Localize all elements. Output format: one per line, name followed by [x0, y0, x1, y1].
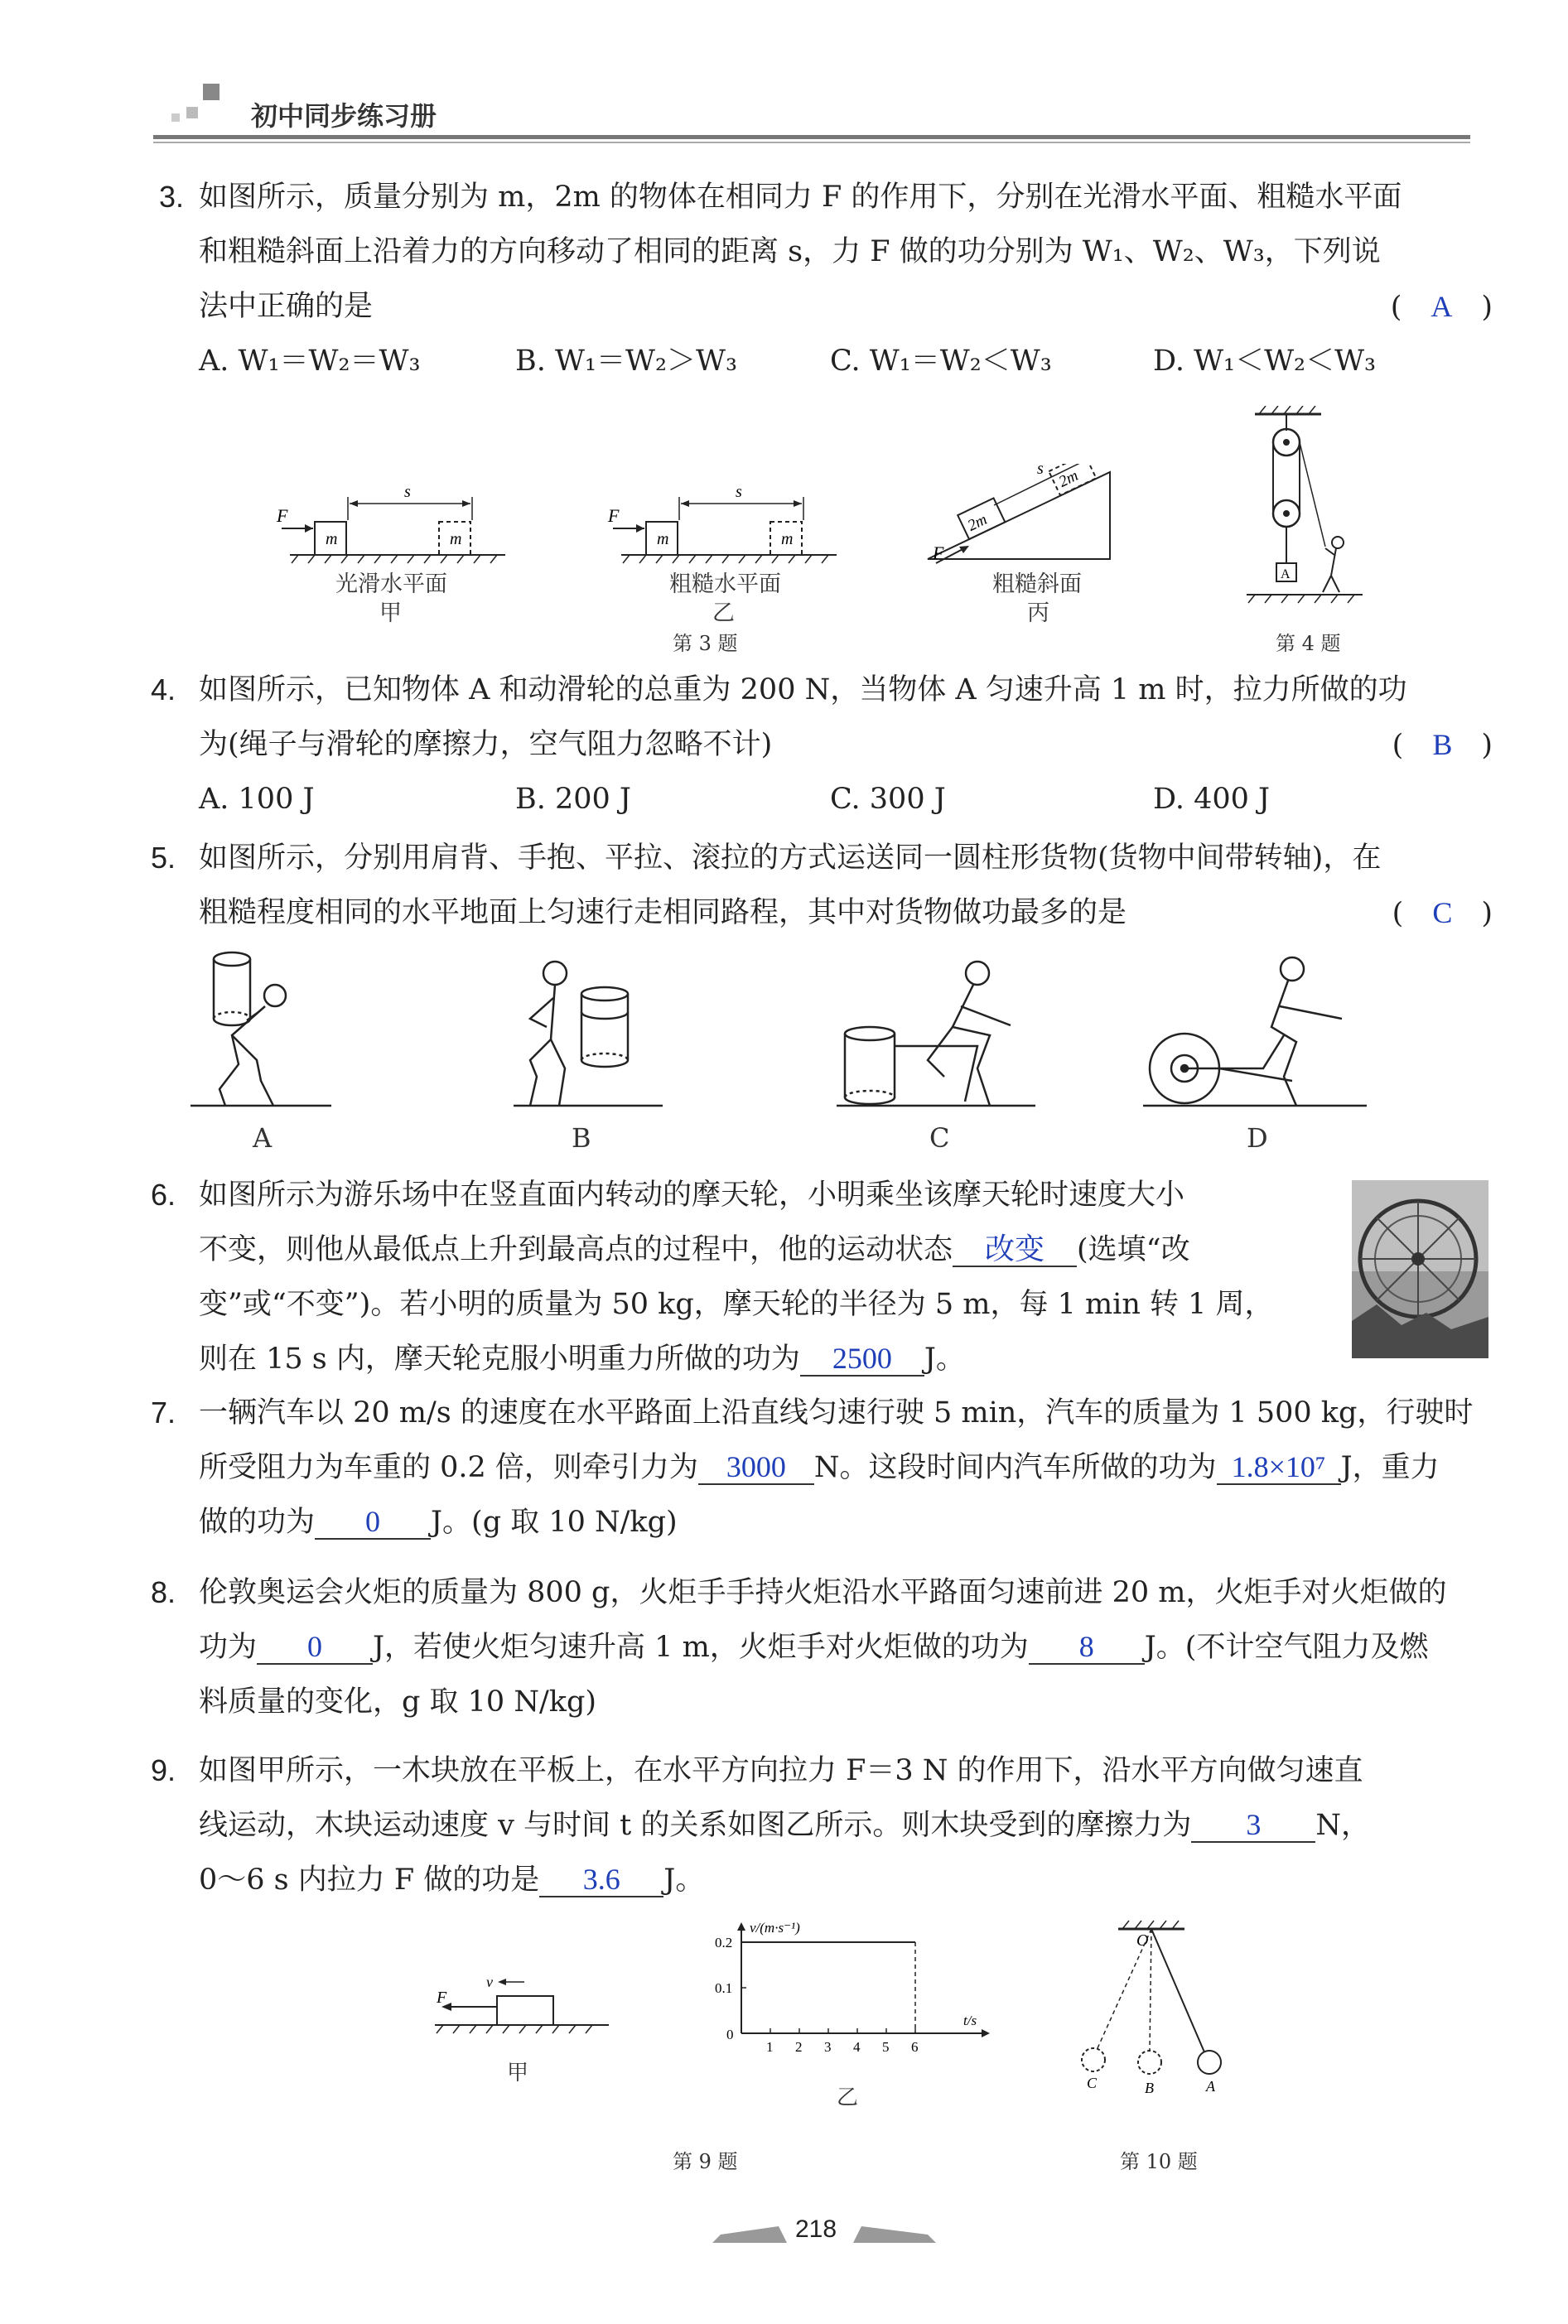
question-text: 如图所示，已知物体 A 和动滑轮的总重为 200 N，当物体 A 匀速升高 1 m 时，拉力所做的功 — [199, 673, 1407, 706]
fig-label: D — [1247, 1122, 1268, 1154]
answer-blank: 2500 — [800, 1338, 924, 1377]
x-tick-label: 3 — [824, 2039, 832, 2055]
figure-caption: 第 9 题 — [673, 2150, 738, 2173]
svg-text:s: s — [1037, 464, 1044, 478]
figure-caption: 第 4 题 — [1276, 632, 1341, 655]
svg-text:m: m — [781, 530, 794, 548]
x-axis-arrow-icon — [982, 2029, 990, 2037]
question-text: J。 — [663, 1864, 705, 1897]
svg-text:m: m — [326, 530, 338, 548]
svg-text:2m: 2m — [1056, 466, 1082, 491]
question-text: 和粗糙斜面上沿着力的方向移动了相同的距离 s，力 F 做的功分别为 W₁、W₂、W₃，下列说 — [199, 235, 1381, 268]
y-axis-arrow-icon — [737, 1922, 745, 1931]
question-text: 如图所示为游乐场中在竖直面内转动的摩天轮，小明乘坐该摩天轮时速度大小 — [199, 1179, 1185, 1212]
x-tick-label: 1 — [766, 2039, 774, 2055]
svg-text:F: F — [277, 505, 288, 526]
y-tick-label: 0.2 — [715, 1935, 733, 1950]
question-text: 0～6 s 内拉力 F 做的功是 — [199, 1864, 540, 1897]
svg-text:v: v — [486, 1975, 493, 1990]
answer-blank: 3 — [1191, 1805, 1315, 1843]
point-label: C — [1087, 2075, 1098, 2091]
question-text: 如图甲所示，一木块放在平板上，在水平方向拉力 F＝3 N 的作用下，沿水平方向做匀速直 — [199, 1754, 1363, 1787]
question-3 — [159, 170, 1493, 388]
option-c: C. W₁＝W₂＜W₃ — [830, 345, 1052, 378]
svg-text:m: m — [657, 530, 669, 548]
page-header — [153, 79, 1470, 145]
fig-label: 丙 — [1027, 600, 1049, 626]
x-axis-label: t/s — [963, 2013, 977, 2028]
option-b: B. 200 J — [515, 783, 631, 816]
question-8 — [151, 1565, 1493, 1729]
option-a: A. 100 J — [199, 783, 315, 816]
svg-text:m: m — [450, 530, 462, 548]
question-number: 7. — [151, 1396, 176, 1430]
question-text: 如图所示，分别用肩背、手抱、平拉、滚拉的方式运送同一圆柱形货物(货物中间带转轴)，在 — [199, 841, 1382, 875]
header-rule — [153, 135, 1470, 139]
options — [159, 772, 1493, 827]
figure-roll-drag — [1143, 957, 1367, 1106]
answer-paren: ( A ) — [1390, 290, 1493, 324]
question-number: 5. — [151, 841, 176, 875]
option-c: C. 300 J — [830, 783, 946, 816]
svg-text:F: F — [608, 505, 620, 526]
question-number: 8. — [151, 1575, 176, 1609]
question-text: J，重力 — [1340, 1451, 1440, 1484]
answer-blank: 8 — [1029, 1627, 1145, 1665]
x-tick-label: 5 — [882, 2039, 890, 2055]
page-number: 218 — [795, 2216, 837, 2243]
options — [159, 334, 1493, 388]
answer: B — [1432, 728, 1453, 761]
answer: C — [1432, 896, 1453, 929]
answer-blank: 0 — [315, 1502, 431, 1540]
question-number: 6. — [151, 1178, 176, 1212]
option-b: B. W₁＝W₂＞W₃ — [515, 345, 737, 378]
velocity-time-chart — [700, 1909, 998, 2066]
y-axis-label: v/(m·s⁻¹) — [750, 1920, 800, 1936]
question-text: 则在 15 s 内，摩天轮克服小明重力所做的功为 — [199, 1343, 800, 1376]
figure-shoulder-carry — [191, 952, 331, 1106]
question-number: 9. — [151, 1753, 176, 1787]
figure-caption: 第 10 题 — [1120, 2150, 1198, 2173]
svg-text:F: F — [933, 542, 944, 563]
question-text: 为(绳子与滑轮的摩擦力，空气阻力忽略不计) — [199, 728, 773, 761]
book-title: 初中同步练习册 — [251, 100, 437, 132]
q5-figures — [182, 944, 1392, 1118]
question-text: J，若使火炬匀速升高 1 m，火炬手对火炬做的功为 — [373, 1631, 1029, 1664]
question-text: 功为 — [199, 1631, 258, 1664]
question-text: N。这段时间内汽车所做的功为 — [813, 1451, 1217, 1484]
point-label: O — [1136, 1931, 1149, 1950]
question-number: 3. — [159, 180, 185, 214]
figure-hug-carry — [514, 962, 663, 1106]
question-text: 粗糙程度相同的水平地面上匀速行走相同路程，其中对货物做功最多的是 — [199, 896, 1127, 929]
question-text: 料质量的变化，g 取 10 N/kg) — [199, 1685, 597, 1719]
q9-block-figure — [427, 1975, 617, 2050]
question-text: 不变，则他从最低点上升到最高点的过程中，他的运动状态 — [199, 1233, 953, 1266]
answer: A — [1430, 290, 1453, 323]
svg-text:s: s — [404, 483, 411, 501]
question-text: 法中正确的是 — [199, 290, 374, 323]
fig-label: 光滑水平面 — [335, 571, 447, 597]
question-text: J。(不计空气阻力及燃 — [1144, 1631, 1429, 1664]
question-text: 线运动，木块运动速度 v 与时间 t 的关系如图乙所示。则木块受到的摩擦力为 — [199, 1809, 1192, 1842]
question-text: N， — [1315, 1809, 1370, 1842]
fig-label: 甲 — [507, 2061, 529, 2085]
answer-paren: ( B ) — [1392, 728, 1493, 762]
q10-pendulum-figure — [1069, 1917, 1267, 2100]
answer-blank: 1.8×10⁷ — [1217, 1447, 1341, 1485]
fig-label: 甲 — [379, 600, 402, 626]
option-d: D. 400 J — [1153, 783, 1271, 816]
answer-blank: 3000 — [698, 1447, 814, 1485]
svg-text:A: A — [1281, 567, 1291, 581]
svg-text:s: s — [736, 483, 742, 501]
answer-blank: 0 — [257, 1627, 373, 1665]
y-tick-label: 0.1 — [715, 1980, 733, 1996]
fig-label: 粗糙斜面 — [992, 571, 1082, 597]
question-text: 做的功为 — [199, 1506, 316, 1539]
x-tick-label: 2 — [795, 2039, 803, 2055]
question-text: 所受阻力为车重的 0.2 倍，则牵引力为 — [199, 1451, 698, 1484]
x-tick-label: 6 — [911, 2039, 919, 2055]
question-text: J。 — [924, 1343, 965, 1376]
svg-text:2m: 2m — [965, 510, 991, 535]
figure-smooth-plane — [276, 483, 505, 563]
question-text: 变”或“不变”)。若小明的质量为 50 kg，摩天轮的半径为 5 m，每 1 min 转 1 周， — [199, 1288, 1274, 1321]
ferris-wheel-photo — [1352, 1180, 1488, 1358]
answer-blank: 改变 — [953, 1229, 1077, 1267]
figure-flat-drag — [837, 962, 1035, 1106]
question-text: (选填“改 — [1077, 1233, 1190, 1266]
figure-caption: 第 3 题 — [673, 632, 738, 655]
point-label: B — [1145, 2080, 1154, 2096]
origin-label: 0 — [726, 2027, 734, 2042]
svg-text:F: F — [437, 1989, 447, 2007]
fig-label: 乙 — [712, 600, 735, 626]
q4-pulley-figure — [1238, 406, 1371, 613]
question-9 — [151, 1743, 1493, 1907]
x-tick-label: 4 — [853, 2039, 861, 2055]
option-a: A. W₁＝W₂＝W₃ — [199, 345, 421, 378]
option-d: D. W₁＜W₂＜W₃ — [1153, 345, 1377, 378]
question-7 — [151, 1386, 1493, 1550]
question-number: 4. — [151, 673, 176, 706]
answer-blank: 3.6 — [539, 1859, 663, 1897]
figure-rough-plane — [607, 483, 837, 563]
fig-label: C — [929, 1122, 950, 1154]
fig-label: 乙 — [837, 2085, 859, 2110]
question-text: J。(g 取 10 N/kg) — [431, 1506, 678, 1539]
question-text: 伦敦奥运会火炬的质量为 800 g，火炬手手持火炬沿水平路面匀速前进 20 m，火炬手对火炬做的 — [199, 1576, 1447, 1609]
question-6 — [151, 1168, 1493, 1386]
header-rule-thin — [153, 142, 1470, 143]
fig-label: 粗糙水平面 — [669, 571, 781, 597]
question-5 — [151, 831, 1493, 940]
point-label: A — [1206, 2078, 1215, 2095]
fig-label: B — [572, 1122, 591, 1154]
question-text: 如图所示，质量分别为 m，2m 的物体在相同力 F 的作用下，分别在光滑水平面、粗糙水平面 — [199, 181, 1402, 214]
header-decoration-icon — [153, 79, 244, 128]
question-text: 一辆汽车以 20 m/s 的速度在水平路面上沿直线匀速行驶 5 min，汽车的质量为 1 500 kg，行驶时 — [199, 1396, 1474, 1430]
answer-paren: ( C ) — [1392, 896, 1493, 930]
fig-label: A — [253, 1122, 273, 1154]
figure-rough-incline — [928, 464, 1110, 563]
question-4 — [151, 663, 1493, 827]
